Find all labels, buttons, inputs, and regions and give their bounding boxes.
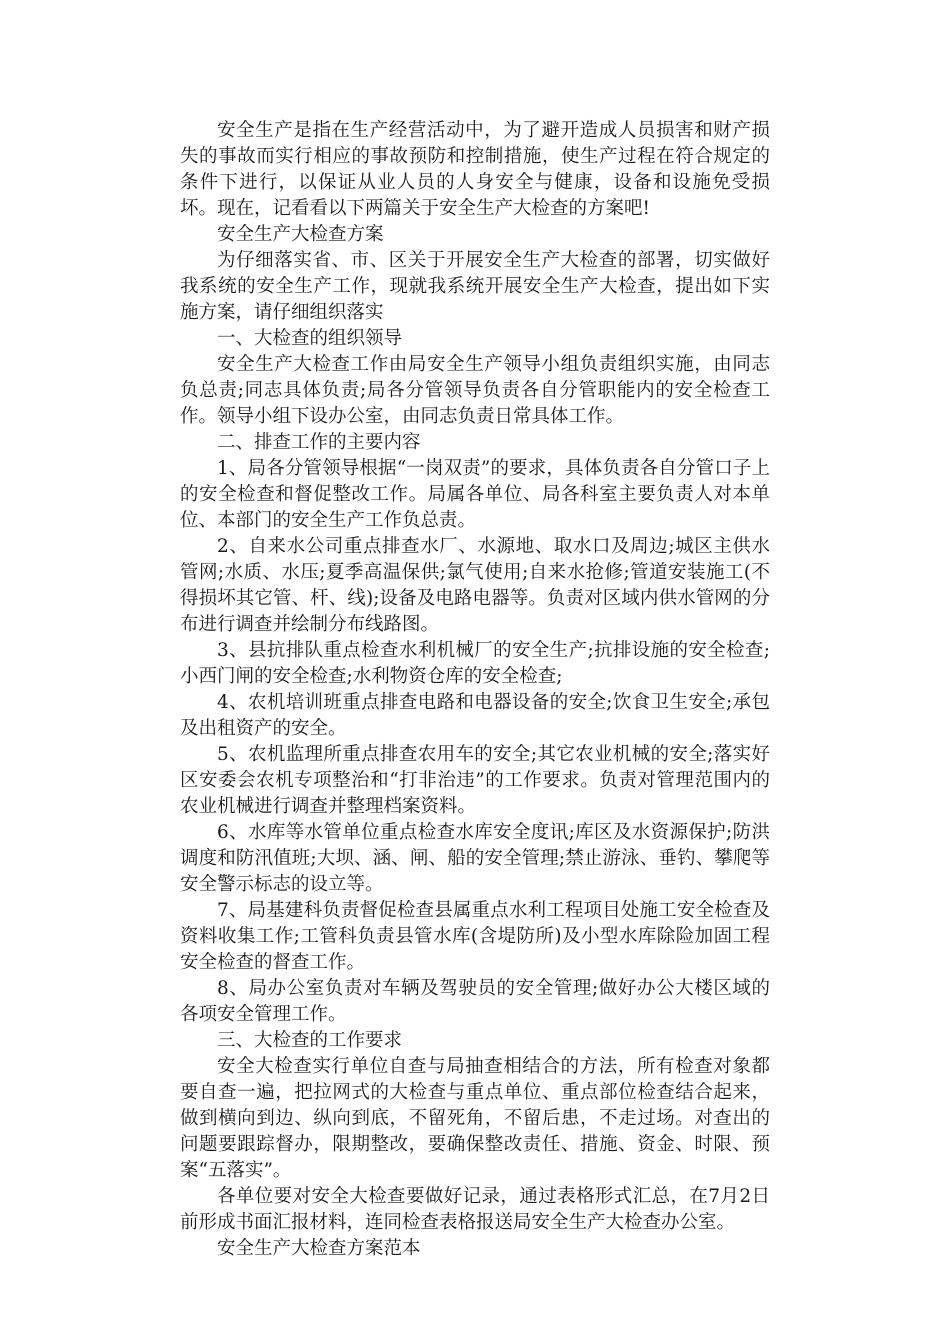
- section-3-paragraph-2: 各单位要对安全大检查要做好记录，通过表格形式汇总，在7月2日前形成书面汇报材料，连同检查表格报送局安全生产大检查办公室。: [180, 1186, 770, 1233]
- document-body: [180, 118, 770, 1262]
- list-item-7: 7、局基建科负责督促检查县属重点水利工程项目处施工安全检查及资料收集工作;工管科负责县管水库(含堤防所)及小型水库除险加固工程安全检查的督查工作。: [180, 900, 770, 973]
- list-item-3: 3、县抗排队重点检查水利机械厂的安全生产;抗排设施的安全检查;小西门闸的安全检查;水利物资仓库的安全检查;: [180, 640, 770, 687]
- plan-title: 安全生产大检查方案: [217, 224, 384, 245]
- section-1-paragraph: 安全生产大检查工作由局安全生产领导小组负责组织实施，由同志负总责;同志具体负责;局各分管领导负责各自分管职能内的安全检查工作。领导小组下设办公室，由同志负责日常具体工作。: [180, 354, 770, 427]
- template-title: 安全生产大检查方案范本: [217, 1238, 421, 1259]
- list-item-4: 4、农机培训班重点排查电路和电器设备的安全;饮食卫生安全;承包及出租资产的安全。: [180, 692, 770, 739]
- section-heading-1: 一、大检查的组织领导: [217, 328, 403, 349]
- list-item-6: 6、水库等水管单位重点检查水库安全度讯;库区及水资源保护;防洪调度和防汛值班;大坝、涵、闸、船的安全管理;禁止游泳、垂钓、攀爬等安全警示标志的设立等。: [180, 822, 770, 895]
- section-heading-3: 三、大检查的工作要求: [217, 1030, 403, 1051]
- list-item-2: 2、自来水公司重点排查水厂、水源地、取水口及周边;城区主供水管网;水质、水压;夏季高温保供;氯气使用;自来水抢修;管道安装施工(不得损坏其它管、杆、线);设备及电路电器等。负责对区域内供水管网的分布进行调查并绘制分布线路图。: [180, 536, 770, 635]
- list-item-1: 1、局各分管领导根据“一岗双责”的要求，具体负责各自分管口子上的安全检查和督促整改工作。局属各单位、局各科室主要负责人对本单位、本部门的安全生产工作负总责。: [180, 458, 770, 531]
- list-item-8: 8、局办公室负责对车辆及驾驶员的安全管理;做好办公大楼区域的各项安全管理工作。: [180, 978, 770, 1025]
- section-3-paragraph-1: 安全大检查实行单位自查与局抽查相结合的方法，所有检查对象都要自查一遍，把拉网式的大检查与重点单位、重点部位检查结合起来，做到横向到边、纵向到底，不留死角，不留后患，不走过场。对查出的问题要跟踪督办，限期整改，要确保整改责任、措施、资金、时限、预案“五落实”。: [180, 1056, 770, 1181]
- list-item-5: 5、农机监理所重点排查农用车的安全;其它农业机械的安全;落实好区安委会农机专项整治和“打非治违”的工作要求。负责对管理范围内的农业机械进行调查并整理档案资料。: [180, 744, 770, 817]
- section-heading-2: 二、排查工作的主要内容: [217, 432, 421, 453]
- plan-preamble: 为仔细落实省、市、区关于开展安全生产大检查的部署，切实做好我系统的安全生产工作，现就我系统开展安全生产大检查，提出如下实施方案，请仔细组织落实: [180, 250, 770, 323]
- intro-paragraph: 安全生产是指在生产经营活动中，为了避开造成人员损害和财产损失的事故而实行相应的事故预防和控制措施，使生产过程在符合规定的条件下进行，以保证从业人员的人身安全与健康，设备和设施免受损坏。现在，记看看以下两篇关于安全生产大检查的方案吧!: [180, 120, 770, 219]
